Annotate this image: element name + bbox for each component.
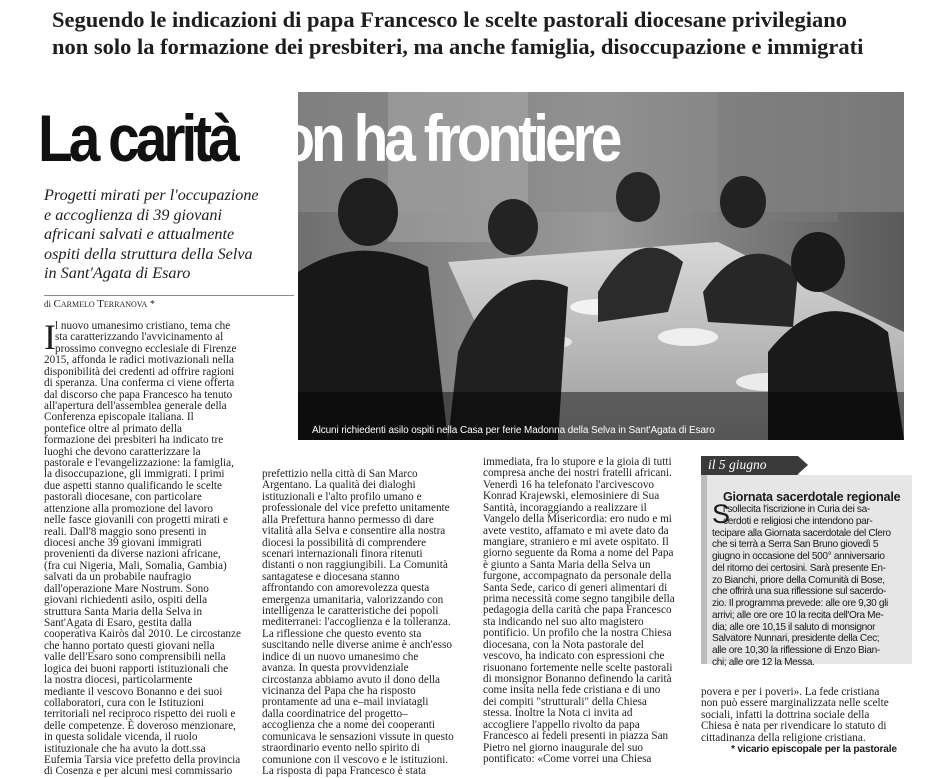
byline-rule bbox=[44, 295, 294, 296]
article-line: mediterranei: l'accoglienza e la tolleranza. bbox=[262, 616, 451, 629]
article-line: pontificio. Un profilo che la nostra Chiesa bbox=[483, 627, 672, 640]
article-line: la disoccupazione, gli immigrati. I primi bbox=[44, 468, 225, 481]
article-line: accogliere l'appello rivolto da papa bbox=[483, 718, 640, 731]
kicker bbox=[52, 6, 912, 60]
deck-line: africani salvati e attualmente bbox=[44, 225, 235, 244]
article-line: risuonano fortemente nelle scelte pastorali bbox=[483, 661, 673, 674]
article-line: Santità, incoraggiando a realizzare il bbox=[483, 501, 647, 514]
article-line: Venerdì 16 ha telefonato l'arcivescovo bbox=[483, 478, 655, 491]
sidebar-line: Salvatore Nunnari, presidente della Cec; bbox=[712, 633, 880, 645]
article-line: cooperativa Kairòs dal 2010. Le circostanze bbox=[44, 628, 241, 641]
article-column-1 bbox=[44, 317, 274, 778]
article-line: Pietro nel giorno inaugurale del suo bbox=[483, 741, 644, 754]
article-line: Chiesa è nata per rivendicare lo statuto di bbox=[701, 720, 887, 733]
article-line: delle competenze. È doveroso menzionare, bbox=[44, 719, 236, 732]
footer-note: * vicario episcopale per la pastorale bbox=[731, 744, 897, 755]
article-line: pedagogia della carità che papa Francesco bbox=[483, 604, 672, 617]
article-line: cittadinanza della religione cristiana. bbox=[701, 731, 866, 744]
byline bbox=[44, 298, 155, 310]
article-line: prontamente ad una e–mail inviatagli bbox=[262, 696, 429, 709]
article-line: logica dei buoni rapporti istituzionali che bbox=[44, 662, 229, 675]
article-line: come insita nella fede cristiana e di uno bbox=[483, 684, 661, 697]
article-line: Argentano. La qualità dei dialoghi bbox=[262, 479, 416, 492]
sidebar-tab bbox=[701, 456, 798, 475]
article-line: pastorali diocesane, con particolare bbox=[44, 491, 202, 504]
article-line: vescovo, ha indicato con espressioni che bbox=[483, 650, 665, 663]
sidebar-line: chi; alle ore 12 la Messa. bbox=[712, 656, 815, 668]
article-line: di monsignor Bonanno definendo la carità bbox=[483, 673, 672, 686]
sidebar-tab-arrow-icon bbox=[798, 456, 808, 474]
byline-mark: * bbox=[149, 299, 155, 310]
article-line: affrontando con amorevolezza questa bbox=[262, 582, 430, 595]
sidebar-line: zo Bianchi, priore della Comunità di Bose, bbox=[712, 574, 885, 586]
deck-line: ospiti della struttura della Selva bbox=[44, 244, 253, 263]
headline bbox=[38, 100, 618, 176]
article-line: pontefice oltre al primato della bbox=[44, 422, 182, 435]
sidebar-line: che si terrà a Serra San Bruno giovedì 5 bbox=[712, 539, 879, 551]
article-line: prossimo convegno ecclesiale di Firenze bbox=[55, 342, 237, 355]
article-line: scenari internazionali finora ritenuti bbox=[262, 547, 423, 560]
article-line: emergenza umanitaria, valorizzando con bbox=[262, 593, 444, 606]
article-line: Francesco ai fedeli presenti in piazza San bbox=[483, 730, 669, 743]
sidebar-tab-label: il 5 giugno bbox=[708, 457, 767, 472]
article-line: luoghi che devono caratterizzare la bbox=[44, 445, 201, 458]
article-line: Konrad Krajewski, elemosiniere di Sua bbox=[483, 490, 660, 503]
sidebar-line: che offrirà una sua riflessione sul sacerdo- bbox=[712, 586, 887, 598]
article-line: stessa. Inoltre la Nota ci invita ad bbox=[483, 707, 633, 720]
article-line: vitalità alla Selva e consentire alla nostra bbox=[262, 525, 446, 538]
byline-prefix: di bbox=[44, 299, 52, 309]
sidebar-line: tecipare alla Giornata sacerdotale del Clero bbox=[712, 527, 891, 539]
article-line: pastorale e l'evangelizzazione: la famiglia, bbox=[44, 457, 234, 470]
deck-line: e accoglienza di 39 giovani bbox=[44, 205, 223, 224]
sidebar-line: cerdoti e religiosi che intendono par- bbox=[723, 515, 873, 527]
sidebar-text bbox=[712, 504, 908, 669]
article-line: struttura Santa Maria della Selva in bbox=[44, 605, 203, 618]
article-line: suscitando nelle diverse anime è anch'esso bbox=[262, 639, 452, 652]
sidebar-line: del ritorno dei certosini. Sarà presente En- bbox=[712, 562, 886, 574]
article-line: la nostra diocesi, particolarmente bbox=[44, 674, 193, 687]
sidebar-title: Giornata sacerdotale regionale bbox=[723, 490, 901, 504]
article-line: disponibilità dei credenti ad offrire ragioni bbox=[44, 365, 235, 378]
sidebar-line: arrivi; alle ore ore 10 la recita dell'Ora Me- bbox=[712, 609, 884, 621]
deck-line: Progetti mirati per l'occupazione bbox=[44, 186, 259, 204]
article-column-2 bbox=[262, 469, 470, 777]
article-line: povera e per i poveri». La fede cristiana bbox=[701, 686, 880, 698]
article-line: intelligenza le caratteristiche dei popoli bbox=[262, 605, 439, 618]
article-line: 2015, affonda le radici motivazionali nella bbox=[44, 354, 234, 367]
article-line: è giunto a Santa Maria della Selva un bbox=[483, 558, 651, 571]
article-line: alla Prefettura hanno permesso di dare bbox=[262, 513, 434, 526]
article-line: istituzionale che ha avuto la dott.ssa bbox=[44, 742, 206, 755]
article-line: Eufemia Tarsia vice prefetto della provincia bbox=[44, 754, 241, 767]
sidebar-line: giugno in occasione del 500° anniversario bbox=[712, 551, 885, 562]
article-line: salvati da un probabile naufragio bbox=[44, 571, 192, 584]
deck-line: in Sant'Agata di Esaro bbox=[44, 264, 191, 283]
headline-part-1: La carità bbox=[38, 101, 236, 175]
article-line: due aspetti stanno qualificando le scelte bbox=[44, 479, 223, 492]
article-line: pontificato: «Come vorrei una Chiesa bbox=[483, 752, 652, 765]
article-line: dalla coordinatrice del progetto– bbox=[262, 707, 408, 720]
article-line: comunicava le sensazioni vissute in questo bbox=[262, 730, 454, 743]
article-line: Conferenza episcopale italiana. Il bbox=[44, 411, 194, 424]
article-line: La riflessione che questo evento sta bbox=[262, 627, 422, 640]
headline-part-2: non ha frontiere bbox=[249, 101, 619, 175]
article-line: accoglienza che a nome dei cooperanti bbox=[262, 719, 436, 732]
article-line: avanza. In questa provvidenziale bbox=[262, 662, 409, 675]
article-line: non può essere marginalizzata nelle scelte bbox=[701, 697, 889, 710]
article-line: furgone, accompagnato da personale della bbox=[483, 570, 672, 583]
article-line: all'apertura dell'assemblea generale della bbox=[44, 399, 227, 412]
article-line: vicinanza del Papa che ha risposto bbox=[262, 685, 416, 698]
deck bbox=[44, 186, 294, 284]
sidebar-line: dia; alle ore 10,15 il saluto di monsignor bbox=[712, 621, 876, 633]
article-line: territoriali nel reciproco rispetto dei ruoli e bbox=[44, 708, 236, 721]
article-line: Santa Sede, carico di generi alimentari di bbox=[483, 581, 668, 594]
sidebar-line: i sollecita l'iscrizione in Curia dei sa- bbox=[723, 504, 870, 515]
article-line: avete vestito, affamato e mi avete dato da bbox=[483, 524, 669, 537]
article-line: prefettizio nella città di San Marco bbox=[262, 468, 418, 480]
article-line: circostanza abbiamo avuto il dono della bbox=[262, 673, 441, 686]
article-line: sta indicando nel suo alto magistero bbox=[483, 615, 644, 628]
kicker-line: non solo la formazione dei presbiteri, ma anche famiglia, disoccupazione e immigrati bbox=[52, 34, 864, 59]
article-line: di Cosenza e per alcuni mesi commissario bbox=[44, 765, 233, 778]
article-line: diocesi anche 39 giovani immigrati bbox=[44, 537, 202, 550]
article-line: provenienti da diverse nazioni africane, bbox=[44, 548, 221, 561]
article-line: valle dell'Esaro sono comprensibili nella bbox=[44, 651, 226, 664]
article-line: nelle fasce giovanili con progetti mirati e bbox=[44, 514, 228, 527]
sidebar-accent-bar bbox=[701, 475, 707, 664]
article-line: compresa anche dei nostri fratelli africani. bbox=[483, 467, 672, 480]
article-line: diocesana, con la Nota pastorale del bbox=[483, 638, 644, 651]
byline-author: Carmelo Terranova bbox=[53, 298, 148, 310]
article-line: di speranza. Una conferma ci viene offerta bbox=[44, 377, 235, 390]
article-line: formazione dei presbiteri ha indicato tre bbox=[44, 434, 224, 447]
sidebar-drop-cap: S bbox=[712, 499, 731, 529]
article-line: Sant'Agata di Esaro, gestita dalla bbox=[44, 616, 192, 629]
photo-caption: Alcuni richiedenti asilo ospiti nella Casa per ferie Madonna della Selva in Sant'Agata di Esaro bbox=[312, 425, 715, 436]
article-line: giorno seguente da Roma a nome del Papa bbox=[483, 547, 674, 560]
article-line: attenzione alla promozione del lavoro bbox=[44, 502, 213, 515]
article-line: straordinario evento nello spirito di bbox=[262, 742, 420, 755]
article-line: immediata, fra lo stupore e la gioia di tutti bbox=[483, 456, 672, 468]
article-line: giovani richiedenti asilo, ospiti della bbox=[44, 594, 208, 607]
article-line: collaboratori, cura con le Istituzioni bbox=[44, 696, 204, 709]
sidebar-line: alle ore 10,30 la riflessione di Enzo Bian- bbox=[712, 645, 880, 656]
article-line: mangiare, straniero e mi avete ospitato. Il bbox=[483, 535, 669, 548]
article-line: professionale del vice prefetto unitamente bbox=[262, 502, 450, 515]
article-line: che hanno portato questi giovani nella bbox=[44, 639, 215, 652]
article-line: sta caratterizzando l'avvicinamento al bbox=[55, 331, 224, 344]
article-line: comunione con il vescovo e le istituzioni. bbox=[262, 753, 449, 766]
article-line: dal discorso che papa Francesco ha tenuto bbox=[44, 388, 233, 401]
article-line: (fra cui Nigeria, Mali, Somalia, Gambia) bbox=[44, 559, 227, 572]
article-line: santagatese e diocesana stanno bbox=[262, 570, 400, 583]
article-line: diocesi la possibilità di comprendere bbox=[262, 536, 427, 549]
article-line: dall'operazione Mare Nostrum. Sono bbox=[44, 582, 209, 595]
article-column-3 bbox=[483, 457, 695, 765]
article-line: mediante il vescovo Bonanno e dei suoi bbox=[44, 685, 223, 698]
article-line: distanti o non raggiungibili. La Comunità bbox=[262, 559, 448, 572]
article-column-4 bbox=[701, 687, 916, 744]
article-line: prima necessità come segno tangibile della bbox=[483, 593, 675, 606]
article-line: in questa solidale vicenda, il ruolo bbox=[44, 731, 198, 744]
article-line: l nuovo umanesimo cristiano, tema che bbox=[55, 320, 231, 332]
article-line: Vangelo della Misericordia: ero nudo e mi bbox=[483, 513, 672, 526]
article-line: La risposta di papa Francesco è stata bbox=[262, 764, 427, 777]
drop-cap: I bbox=[44, 317, 56, 357]
article-line: dei compiti "strutturali" della Chiesa bbox=[483, 695, 647, 708]
article-line: indice di un nuovo umanesimo che bbox=[262, 650, 419, 663]
article-line: sociali, infatti la dottrina sociale della bbox=[701, 708, 870, 721]
article-line: istituzionali e l'alto profilo umano e bbox=[262, 490, 422, 503]
kicker-line: Seguendo le indicazioni di papa Francesco le scelte pastorali diocesane privilegiano bbox=[52, 7, 847, 32]
sidebar-line: zio. Il programma prevede: alle ore 9,30 gli bbox=[712, 598, 888, 609]
article-line: reali. Dall'8 maggio sono presenti in bbox=[44, 525, 207, 538]
